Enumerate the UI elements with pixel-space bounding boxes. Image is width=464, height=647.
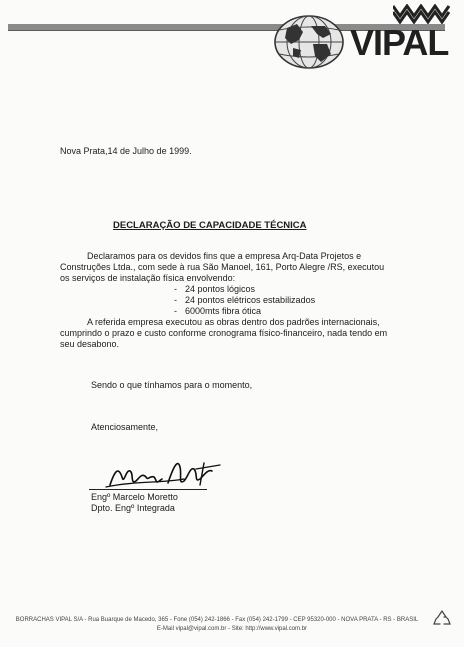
paragraph-1-line-1: Declaramos para os devidos fins que a empresa Arq-Data Projetos e	[87, 251, 362, 261]
place-date: Nova Prata,14 de Julho de 1999.	[60, 146, 192, 156]
list-item: 6000mts fibra ótica	[185, 306, 262, 316]
recycle-icon	[432, 609, 452, 627]
list-item: 24 pontos elétricos estabilizados	[185, 295, 316, 305]
signature-line	[89, 489, 207, 490]
list-bullet: -	[174, 284, 177, 294]
globe-icon	[273, 14, 345, 70]
paragraph-2-line-1: A referida empresa executou as obras dentro dos padrões internacionais,	[87, 317, 380, 327]
signer-name: Engº Marcelo Moretto	[91, 492, 178, 502]
list-bullet: -	[174, 295, 177, 305]
signer-department: Dpto. Engº Integrada	[91, 503, 175, 513]
paragraph-1-line-2: Construções Ltda., com sede à rua São Manoel, 161, Porto Alegre /RS, executou	[60, 262, 385, 272]
closing-line: Sendo o que tínhamos para o momento,	[91, 380, 253, 390]
document-title: DECLARAÇÃO DE CAPACIDADE TÉCNICA	[113, 220, 307, 231]
paragraph-1-line-3: os serviços de instalação física envolvendo:	[60, 273, 236, 283]
paragraph-2-line-3: seu desabono.	[60, 339, 120, 349]
brand-logo: VIPAL	[350, 22, 449, 63]
salutation: Atenciosamente,	[91, 422, 159, 432]
list-bullet: -	[174, 306, 177, 316]
list-item: 24 pontos lógicos	[185, 284, 256, 294]
footer-contact: E-Mail vipal@vipal.com.br - Site: http://www.vipal.com.br	[156, 626, 308, 632]
vipal-logo-mark-icon	[393, 4, 453, 24]
paragraph-2-line-2: cumprindo o prazo e custo conforme cronograma físico-financeiro, nada tendo em	[60, 328, 388, 338]
footer-address: BORRACHAS VIPAL S/A - Rua Buarque de Macedo, 365 - Fone (054) 242-1866 - Fax (054) 242-1799 - CEP 95320-000 - NOVA PRATA - RS - BRASIL	[15, 617, 419, 623]
